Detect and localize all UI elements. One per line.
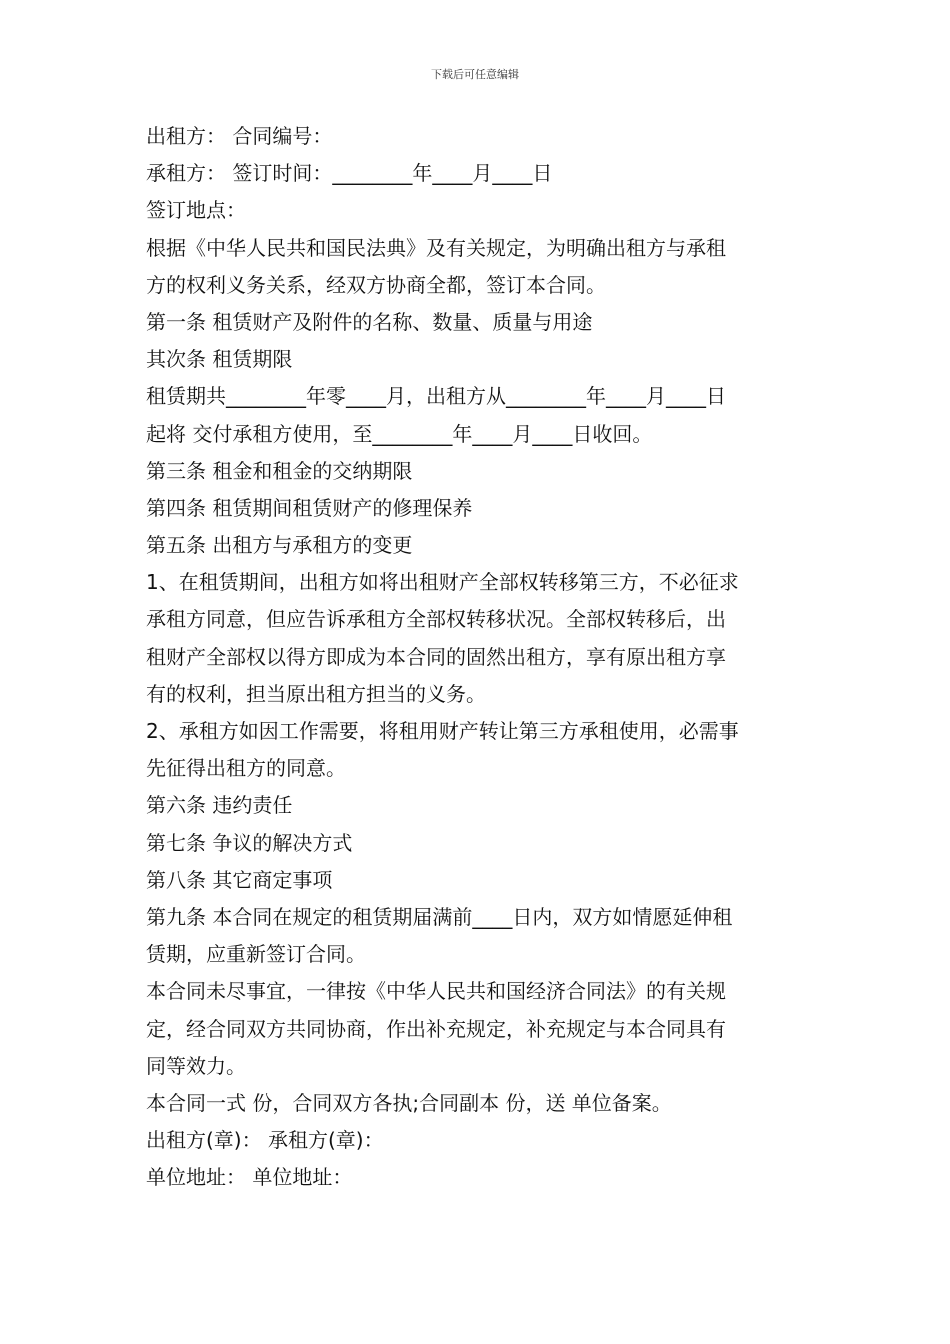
contract-line: 2、承租方如因工作需要，将租用财产转让第三方承租使用，必需事: [146, 719, 739, 743]
contract-line: 单位地址： 单位地址：: [146, 1165, 353, 1190]
contract-line: 第四条 租赁期间租赁财产的修理保养: [146, 495, 473, 520]
contract-line: 第七条 争议的解决方式: [146, 830, 353, 855]
contract-line: 出租方(章)： 承租方(章)：: [146, 1128, 384, 1153]
contract-line: 1、在租赁期间，出租方如将出租财产全部权转移第三方，不必征求: [146, 570, 739, 595]
contract-line: 有的权利，担当原出租方担当的义务。: [146, 681, 486, 706]
contract-line: 根据《中华人民共和国民法典》及有关规定，为明确出租方与承租: [146, 235, 726, 260]
contract-line: 定，经合同双方共同协商，作出补充规定，补充规定与本合同具有: [146, 1016, 726, 1041]
contract-line: 第八条 其它商定事项: [146, 867, 333, 892]
contract-line: 第六条 违约责任: [146, 793, 293, 818]
contract-line: 签订地点：: [146, 198, 246, 223]
contract-line: 承租方同意，但应告诉承租方全部权转移状况。全部权转移后，出: [146, 607, 726, 632]
contract-body: [146, 118, 808, 1196]
contract-line: 出租方： 合同编号：: [146, 124, 333, 148]
contract-line: 同等效力。: [146, 1053, 246, 1078]
contract-line: 起将 交付承租方使用，至________年____月____日收回。: [146, 421, 653, 446]
contract-line: 第五条 出租方与承租方的变更: [146, 533, 413, 558]
contract-line: 第一条 租赁财产及附件的名称、数量、质量与用途: [146, 309, 593, 334]
contract-line: 本合同未尽事宜，一律按《中华人民共和国经济合同法》的有关规: [146, 979, 726, 1004]
contract-line: 租赁期共________年零____月，出租方从________年____月____日: [146, 384, 726, 409]
contract-line: 方的权利义务关系，经双方协商全都，签订本合同。: [146, 272, 606, 297]
contract-line: 其次条 租赁期限: [146, 347, 293, 372]
contract-line: 第三条 租金和租金的交纳期限: [146, 458, 413, 483]
contract-line: 第九条 本合同在规定的租赁期届满前____日内，双方如情愿延伸租: [146, 904, 733, 929]
header-note: 下载后可任意编辑: [431, 68, 519, 81]
contract-line: 租财产全部权以得方即成为本合同的固然出租方，享有原出租方享: [146, 644, 726, 669]
contract-line: 承租方： 签订时间：________年____月____日: [146, 161, 553, 186]
contract-line: 先征得出租方的同意。: [146, 756, 346, 781]
contract-line: 赁期，应重新签订合同。: [146, 942, 366, 967]
contract-line: 本合同一式 份，合同双方各执;合同副本 份，送 单位备案。: [146, 1090, 672, 1115]
